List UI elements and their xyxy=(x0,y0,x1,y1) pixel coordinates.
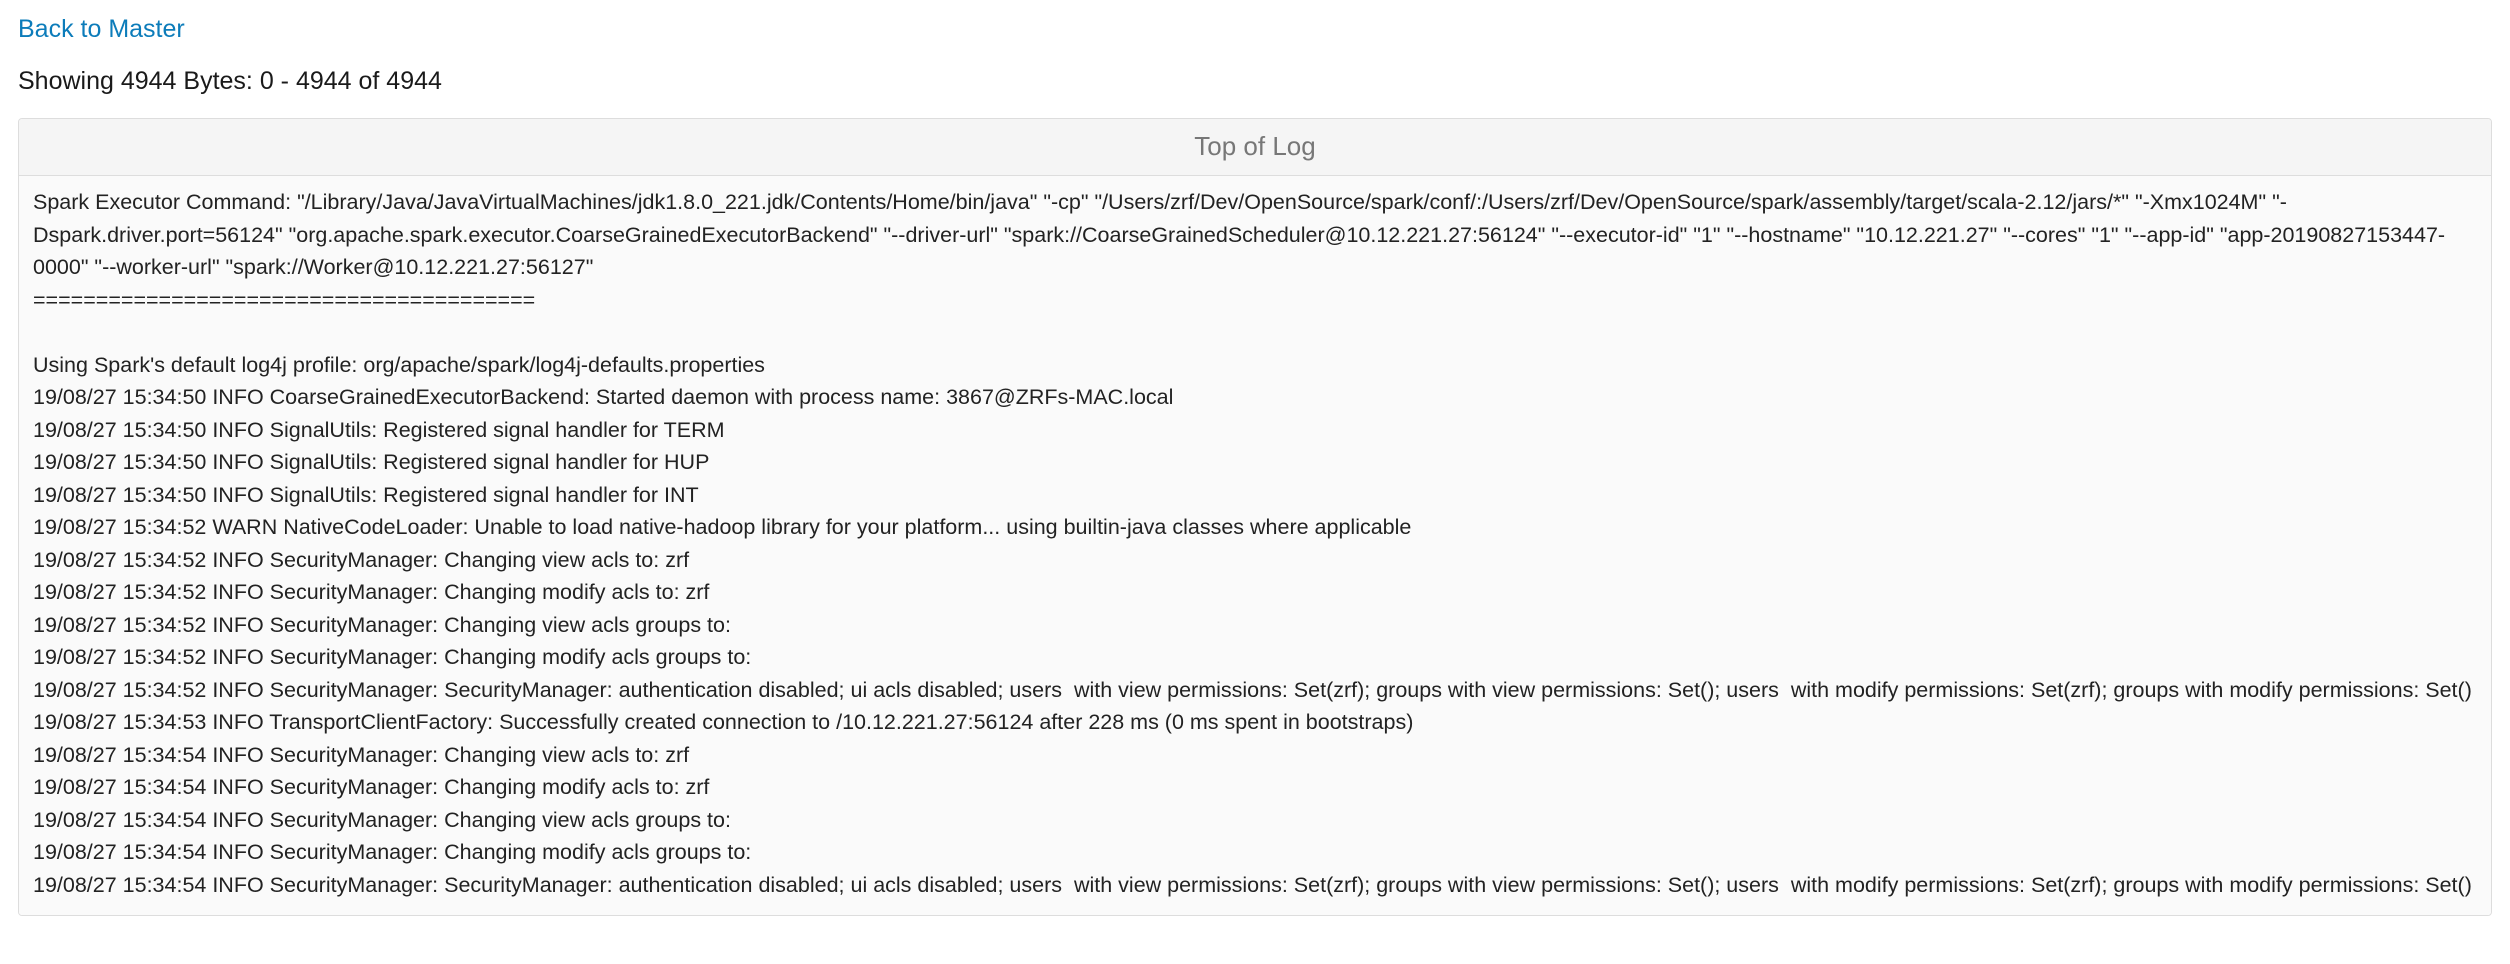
log-line: 19/08/27 15:34:52 INFO SecurityManager: Changing modify acls groups to: xyxy=(33,645,752,669)
log-line: 19/08/27 15:34:50 INFO SignalUtils: Registered signal handler for TERM xyxy=(33,417,725,442)
log-content[interactable] xyxy=(19,176,2491,915)
log-line: 19/08/27 15:34:52 INFO SecurityManager: SecurityManager: authentication disabled; ui acls disabled; users with view permissions: Set(zrf); groups with view permissions: Set(); users with modify permissions: Set(zrf); groups with modify permissions: Set() xyxy=(33,677,2472,702)
log-line: 19/08/27 15:34:54 INFO SecurityManager: Changing modify acls to: zrf xyxy=(33,775,710,799)
log-line: Spark Executor Command: "/Library/Java/JavaVirtualMachines/jdk1.8.0_221.jdk/Contents/Home/bin/java" "-cp" "/Users/zrf/Dev/OpenSource/spark/conf/:/Users/zrf/Dev/OpenSource/spark/assembly/target/scala-2.12/jars/*" "-Xmx1024M" "-Dspark.driver.port=56124" "org.apache.spark.executor.CoarseGrainedExecutorBackend" "--driver-url" "spark://CoarseGrainedScheduler@10.12.221.27:56124" "--executor-id" "1" "--hostname" "10.12.221.27" "--cores" "1" "--app-id" "app-20190827153447-0000" "--worker-url" "spark://Worker@10.12.221.27:56127" xyxy=(33,190,2446,279)
log-panel-header: Top of Log xyxy=(19,119,2491,176)
log-line: 19/08/27 15:34:52 INFO SecurityManager: Changing modify acls to: zrf xyxy=(33,580,710,604)
log-line: 19/08/27 15:34:50 INFO SignalUtils: Registered signal handler for HUP xyxy=(33,450,710,474)
log-line: 19/08/27 15:34:54 INFO SecurityManager: SecurityManager: authentication disabled; ui acls disabled; users with view permissions: Set(zrf); groups with view permissions: Set(); users with modify permissions: Set(zrf); groups with modify permissions: Set() xyxy=(33,872,2472,897)
log-line: Using Spark's default log4j profile: org/apache/spark/log4j-defaults.properties xyxy=(33,352,765,377)
log-line: 19/08/27 15:34:54 INFO SecurityManager: Changing modify acls groups to: xyxy=(33,840,752,864)
log-line: 19/08/27 15:34:52 INFO SecurityManager: Changing view acls groups to: xyxy=(33,612,731,637)
log-line: 19/08/27 15:34:50 INFO SignalUtils: Registered signal handler for INT xyxy=(33,482,699,507)
back-to-master-link[interactable]: Back to Master xyxy=(18,15,185,43)
log-line xyxy=(33,316,2477,349)
log-line: 19/08/27 15:34:54 INFO SecurityManager: Changing view acls groups to: xyxy=(33,807,731,832)
log-line: ======================================== xyxy=(33,287,536,312)
log-panel xyxy=(18,118,2492,916)
log-line: 19/08/27 15:34:52 WARN NativeCodeLoader: Unable to load native-hadoop library for your platform... using builtin-java classes where applicable xyxy=(33,515,1412,539)
log-line: 19/08/27 15:34:50 INFO CoarseGrainedExecutorBackend: Started daemon with process name: 3867@ZRFs-MAC.local xyxy=(33,385,1174,409)
log-line: 19/08/27 15:34:54 INFO SecurityManager: Changing view acls to: zrf xyxy=(33,742,690,767)
showing-bytes-status: Showing 4944 Bytes: 0 - 4944 of 4944 xyxy=(18,67,442,95)
log-line: 19/08/27 15:34:52 INFO SecurityManager: Changing view acls to: zrf xyxy=(33,547,690,572)
log-line: 19/08/27 15:34:53 INFO TransportClientFactory: Successfully created connection to /10.12.221.27:56124 after 228 ms (0 ms spent in bootstraps) xyxy=(33,710,1414,734)
